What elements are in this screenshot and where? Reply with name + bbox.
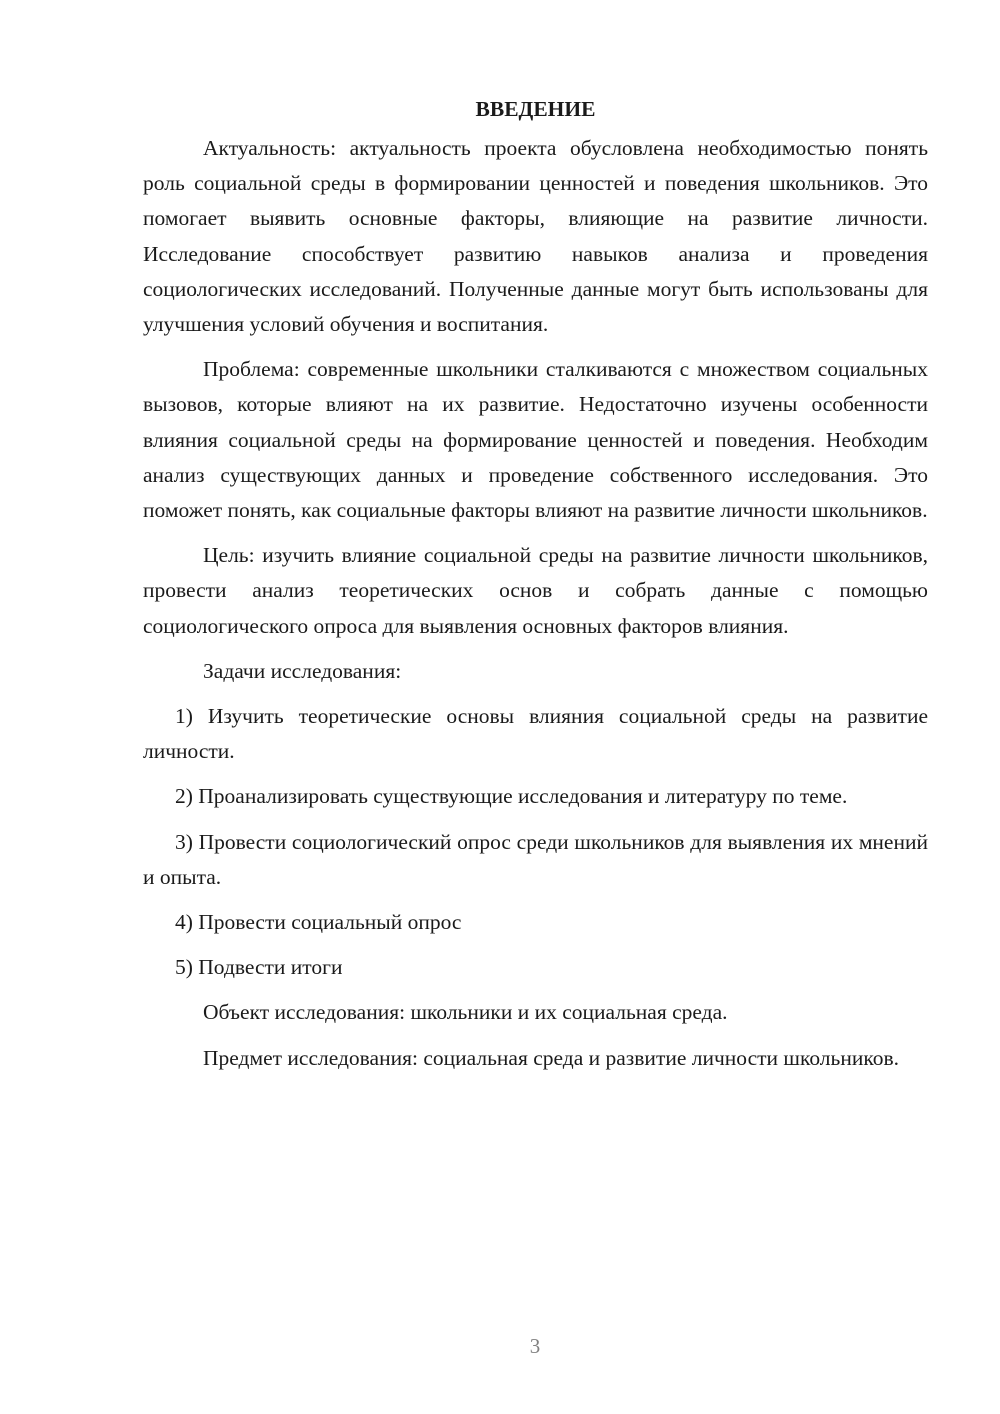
task-item-2: 2) Проанализировать существующие исследования и литературу по теме. bbox=[175, 784, 848, 809]
tasks-heading: Задачи исследования: bbox=[203, 658, 402, 683]
document-page bbox=[143, 92, 928, 1086]
page-number: 3 bbox=[529, 1334, 541, 1358]
task-item-4: 4) Провести социальный опрос bbox=[175, 910, 462, 935]
research-subject-paragraph: Предмет исследования: социальная среда и развитие личности школьников. bbox=[203, 1045, 899, 1070]
task-item-3: 3) Провести социологический опрос среди школьников для выявления их мнений и опыта. bbox=[143, 829, 928, 889]
page-title: ВВЕДЕНИЕ bbox=[475, 97, 596, 121]
goal-paragraph: Цель: изучить влияние социальной среды на развитие личности школьников, провести анализ теоретических основ и собрать данные с помощью социологического опроса для выявления основных факторов влияния. bbox=[143, 543, 928, 638]
research-object-paragraph: Объект исследования: школьники и их социальная среда. bbox=[203, 1000, 728, 1025]
task-item-5: 5) Подвести итоги bbox=[175, 955, 343, 980]
relevance-paragraph: Актуальность: актуальность проекта обусловлена необходимостью понять роль социальной среды в формировании ценностей и поведения школьников. Это помогает выявить основные факторы, влияющие на развитие личности. Исследование способствует развитию навыков анализа и проведения социологических исследований. Полученные данные могут быть использованы для улучшения условий обучения и воспитания. bbox=[143, 136, 928, 337]
problem-paragraph: Проблема: современные школьники сталкиваются с множеством социальных вызовов, которые влияют на их развитие. Недостаточно изучены особенности влияния социальной среды на формирование ценностей и поведения. Необходим анализ существующих данных и проведение собственного исследования. Это поможет понять, как социальные факторы влияют на развитие личности школьников. bbox=[143, 357, 928, 523]
task-item-1: 1) Изучить теоретические основы влияния социальной среды на развитие личности. bbox=[143, 704, 928, 764]
